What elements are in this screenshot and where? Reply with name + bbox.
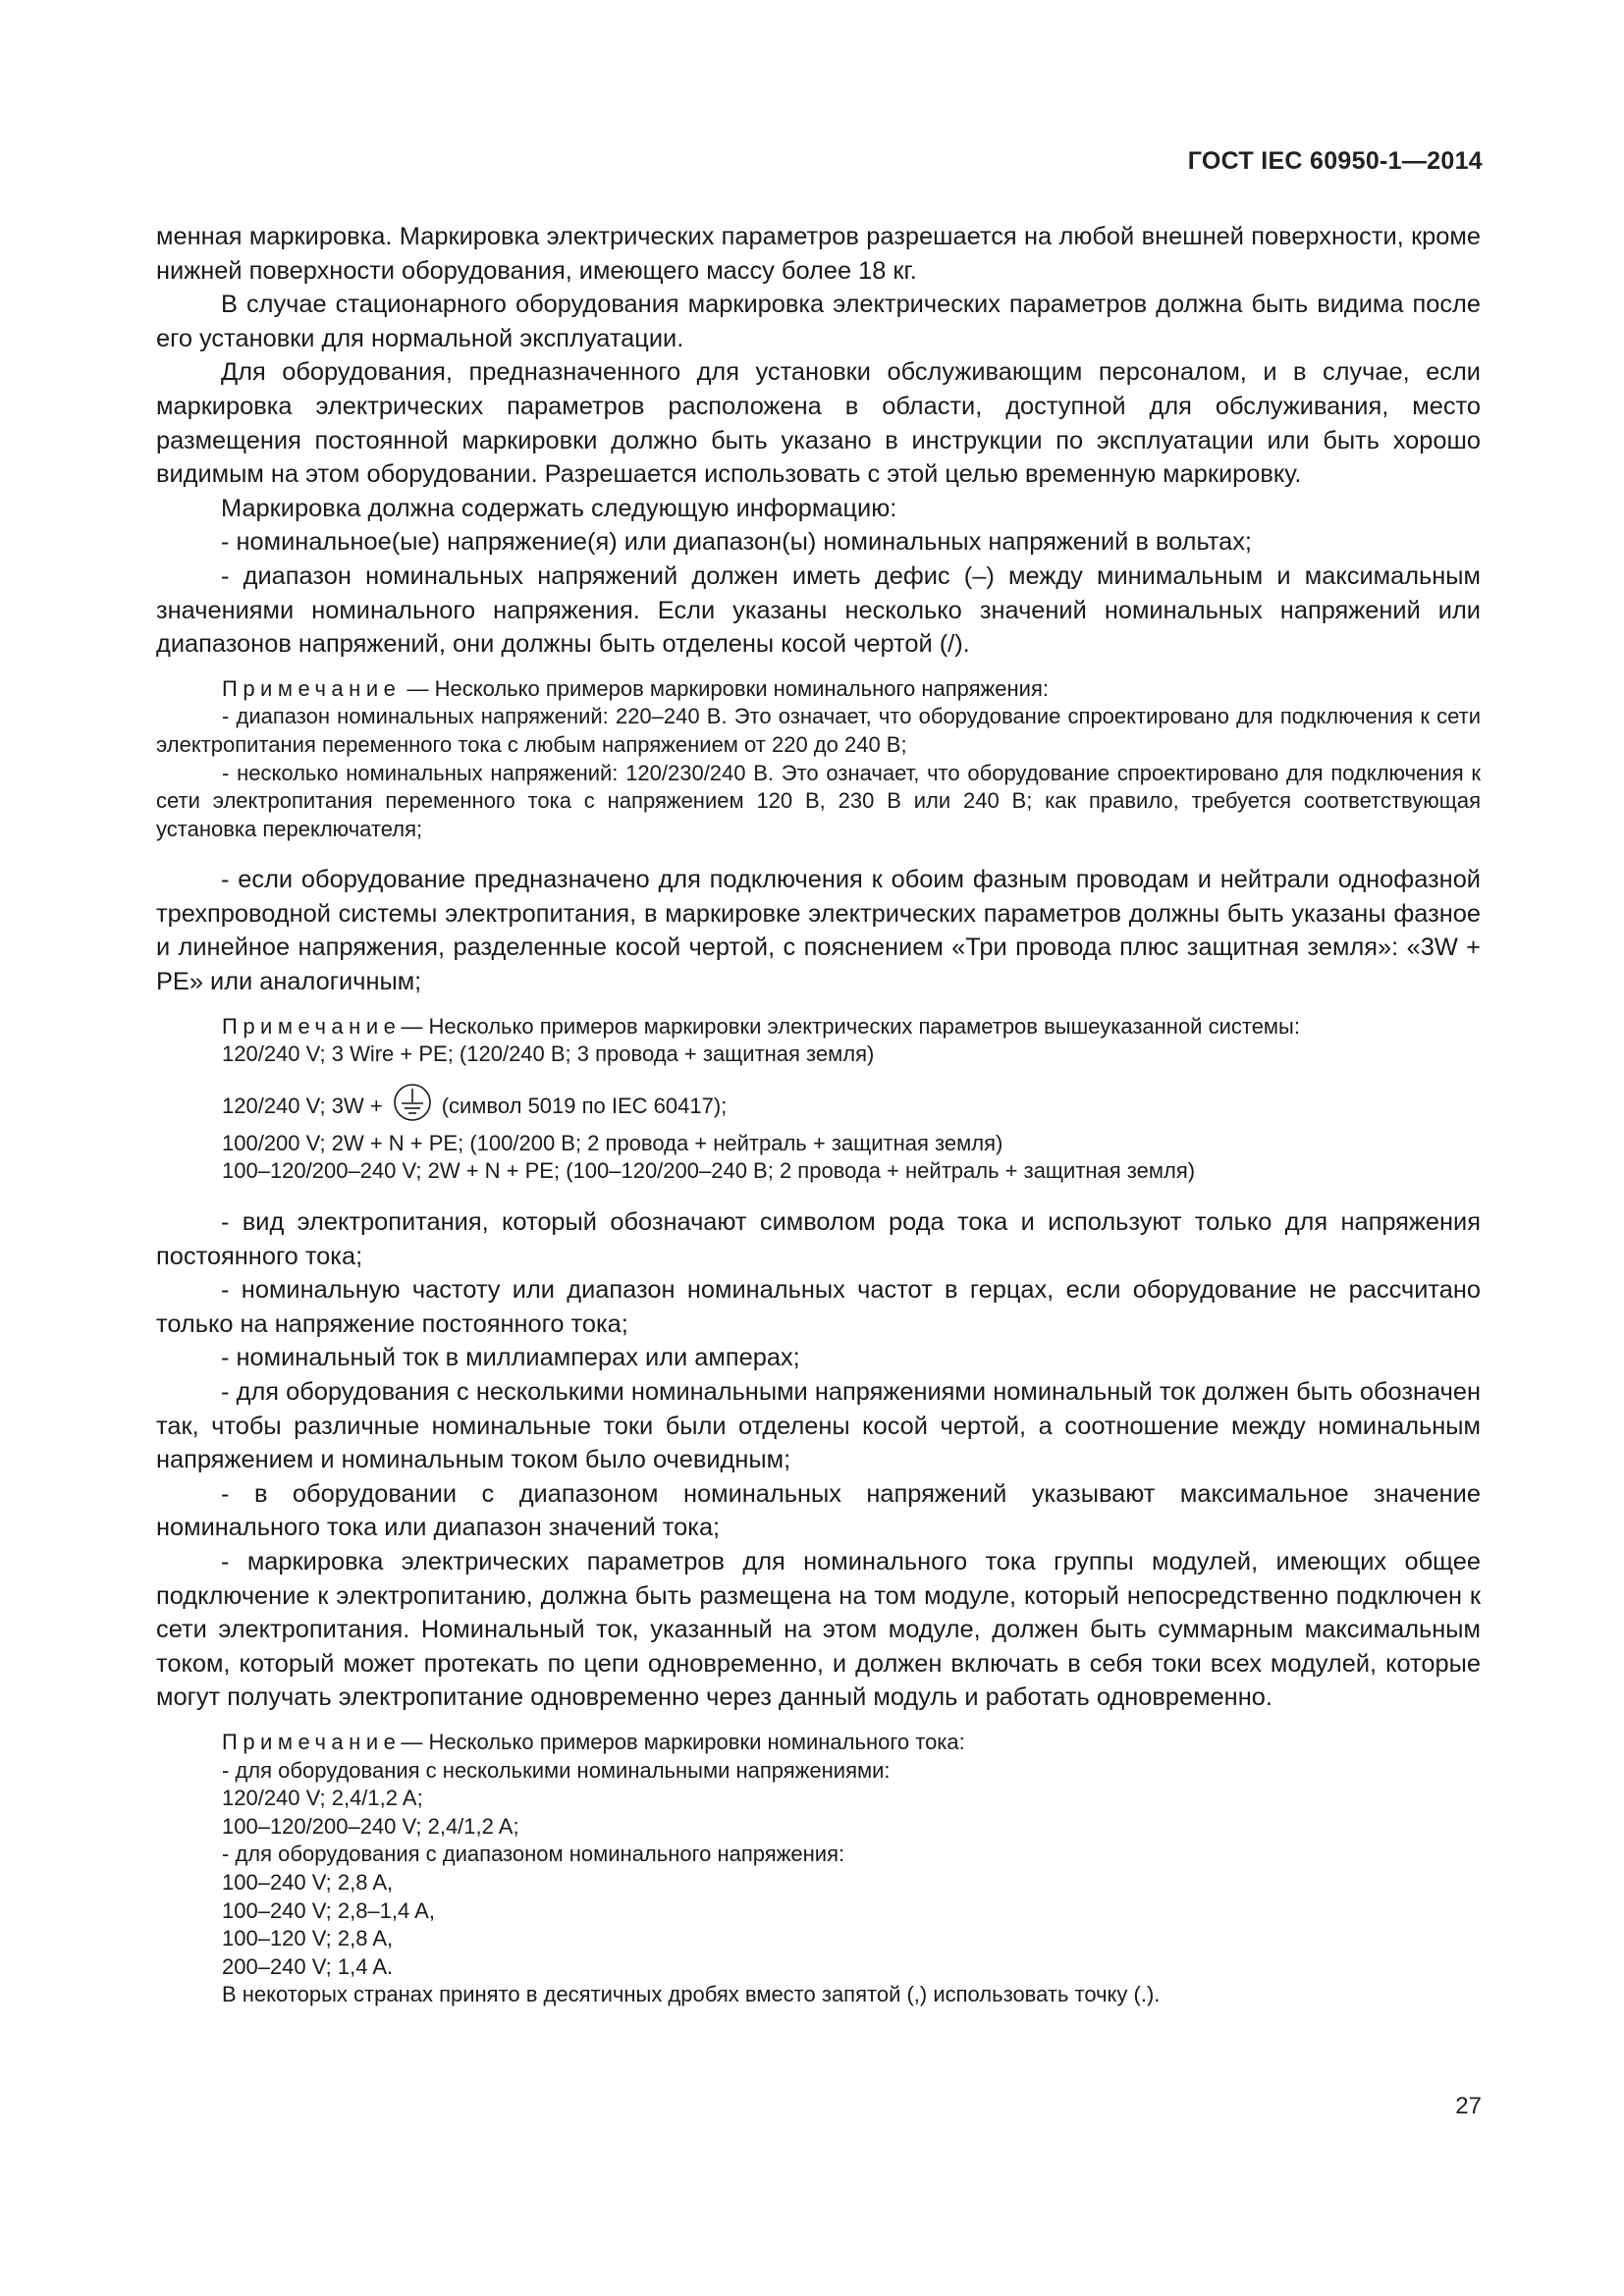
document-header: ГОСТ IEC 60950-1—2014	[1187, 147, 1483, 175]
note-line: - несколько номинальных напряжений: 120/230/240 В. Это означает, что оборудование спроектировано для подключения к сети электропитания переменного тока с напряжением 120 В, 230 В или 240 В; как правило, требуется соответствующая установка переключателя;	[156, 760, 1481, 841]
note-line-end: (символ 5019 по IEC 60417);	[441, 1093, 728, 1118]
note-line: - для оборудования с диапазоном номинального напряжения:	[222, 1842, 845, 1867]
note-label: Примечание	[222, 675, 402, 701]
note-title-text: — Несколько примеров маркировки номинального тока:	[401, 1729, 965, 1754]
paragraph: Маркировка должна содержать следующую информацию:	[221, 494, 897, 522]
page-content	[156, 220, 1481, 2029]
note-line-symbol	[156, 1083, 1481, 1130]
list-item: - маркировка электрических параметров для номинального тока группы модулей, имеющих общее подключение к электропитанию, должна быть размещена на том модуле, который непосредственно подключен к сети электропитания. Номинальный ток, указанный на этом модуле, должен быть суммарным максимальным током, который может протекать по цепи одновременно, и должен включать в себя токи всех модулей, которые могут получать электропитание одновременно через данный модуль и работать одновременно.	[156, 1547, 1481, 1712]
page-number: 27	[1455, 2093, 1482, 2119]
note-system-examples	[156, 1013, 1481, 1186]
note-line: 100–120/200–240 V; 2,4/1,2 A;	[222, 1813, 519, 1839]
note-label: Примечание	[222, 1013, 402, 1039]
note-current-examples	[156, 1729, 1481, 2009]
note-line: 120/240 V; 2,4/1,2 A;	[222, 1786, 423, 1811]
paragraph: Для оборудования, предназначенного для установки обслуживающим персоналом, и в случае, если маркировка электрических параметров расположена в области, доступной для обслуживания, место размещения постоянной маркировки должно быть указано в инструкции по эксплуатации или быть хорошо видимым на этом оборудовании. Разрешается использовать с этой целью временную маркировку.	[156, 358, 1481, 489]
list-item: - если оборудование предназначено для подключения к обоим фазным проводам и нейтрали однофазной трехпроводной системы электропитания, в маркировке электрических параметров должны быть указаны фазное и линейное напряжения, разделенные косой чертой, с пояснением «Три провода плюс защитная земля»: «3W + PE» или аналогичным;	[156, 866, 1481, 996]
list-item: - номинальный ток в миллиамперах или амперах;	[221, 1344, 800, 1372]
protective-earth-icon	[393, 1083, 432, 1122]
note-line: В некоторых странах принято в десятичных дробях вместо запятой (,) использовать точку (.).	[222, 1982, 1161, 2007]
note-line-start: 120/240 V; 3W +	[222, 1093, 383, 1118]
paragraph: менная маркировка. Маркировка электрических параметров разрешается на любой внешней поверхности, кроме нижней поверхности оборудования, имеющего массу более 18 кг.	[156, 223, 1481, 285]
note-line: - для оборудования с несколькими номинальными напряжениями:	[222, 1757, 891, 1783]
note-title	[156, 1729, 1481, 1757]
note-title	[156, 675, 1481, 704]
list-item: - для оборудования с несколькими номинальными напряжениями номинальный ток должен быть обозначен так, чтобы различные номинальные токи были отделены косой чертой, а соотношение между номинальным напряжением и номинальным током было очевидным;	[156, 1378, 1481, 1474]
list-item: - вид электропитания, который обозначают символом рода тока и используют только для напряжения постоянного тока;	[156, 1208, 1481, 1270]
note-title	[156, 1013, 1481, 1041]
note-line: 100–120 V; 2,8 A,	[222, 1926, 394, 1951]
note-line: 100/200 V; 2W + N + PE; (100/200 В; 2 провода + нейтраль + защитная земля)	[222, 1130, 1003, 1155]
paragraph: В случае стационарного оборудования маркировка электрических параметров должна быть видима после его установки для нормальной эксплуатации.	[156, 291, 1481, 352]
note-line: 100–240 V; 2,8–1,4 A,	[222, 1897, 435, 1923]
note-line: 100–240 V; 2,8 A,	[222, 1869, 394, 1895]
note-line: 100–120/200–240 V; 2W + N + PE; (100–120/200–240 В; 2 провода + нейтраль + защитная земля)	[222, 1158, 1196, 1184]
note-line: 120/240 V; 3 Wire + PE; (120/240 В; 3 провода + защитная земля)	[222, 1041, 875, 1067]
note-title-text: — Несколько примеров маркировки электрических параметров вышеуказанной системы:	[401, 1013, 1300, 1039]
note-label: Примечание	[222, 1729, 402, 1754]
note-line: 200–240 V; 1,4 A.	[222, 1953, 394, 1979]
list-item: - диапазон номинальных напряжений должен иметь дефис (–) между минимальным и максимальным значениями номинального напряжения. Если указаны несколько значений номинальных напряжений или диапазонов напряжений, они должны быть отделены косой чертой (/).	[156, 561, 1481, 659]
note-voltage-examples	[156, 675, 1481, 844]
note-title-text: — Несколько примеров маркировки номинального напряжения:	[401, 675, 1049, 701]
list-item: - номинальное(ые) напряжение(я) или диапазон(ы) номинальных напряжений в вольтах;	[221, 528, 1252, 557]
list-item: - номинальную частоту или диапазон номинальных частот в герцах, если оборудование не рассчитано только на напряжение постоянного тока;	[156, 1276, 1481, 1338]
note-line: - диапазон номинальных напряжений: 220–240 В. Это означает, что оборудование спроектировано для подключения к сети электропитания переменного тока с любым напряжением от 220 до 240 В;	[156, 704, 1481, 757]
list-item: - в оборудовании с диапазоном номинальных напряжений указывают максимальное значение номинального тока или диапазон значений тока;	[156, 1479, 1481, 1542]
